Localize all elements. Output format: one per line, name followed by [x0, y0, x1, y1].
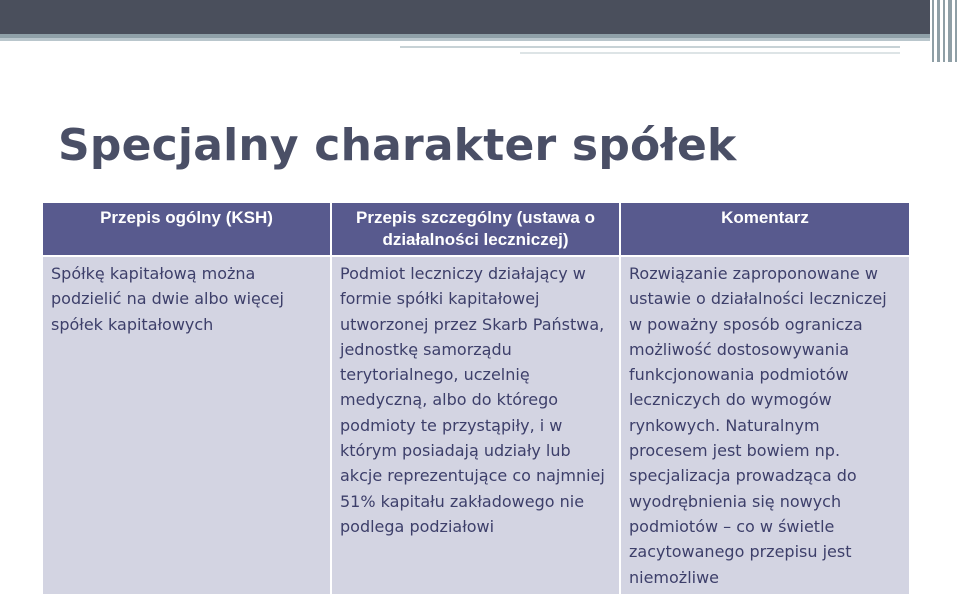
decorative-line: [400, 46, 900, 48]
table-header-row: [43, 203, 909, 255]
header-general-provision: Przepis ogólny (KSH): [43, 203, 330, 255]
header-comment: Komentarz: [621, 203, 909, 255]
band-light: [0, 38, 930, 41]
table-row: [43, 257, 909, 594]
comparison-table: [41, 201, 911, 596]
band-dark: [0, 0, 930, 34]
cell-comment: Rozwiązanie zaproponowane w ustawie o działalności leczniczej w poważny sposób ogranicza możliwość dostosowywania funkcjonowania podmiotów leczniczych do wymogów rynkowych. Naturalnym procesem jest bowiem np. specjalizacja prowadząca do wyodrębnienia się nowych podmiotów – co w świetle zacytowanego przepisu jest niemożliwe: [621, 257, 909, 594]
vertical-stripes: [930, 0, 960, 62]
top-decorative-band: [0, 0, 960, 36]
decorative-line: [520, 52, 900, 54]
cell-general-provision: Spółkę kapitałową można podzielić na dwie albo więcej spółek kapitałowych: [43, 257, 330, 594]
slide-title: Specjalny charakter spółek: [58, 120, 737, 171]
header-specific-provision: Przepis szczególny (ustawa o działalności leczniczej): [332, 203, 619, 255]
cell-specific-provision: Podmiot leczniczy działający w formie spółki kapitałowej utworzonej przez Skarb Państwa, jednostkę samorządu terytorialnego, uczelnię medyczną, albo do którego podmioty te przystąpiły, i w którym posiadają udziały lub akcje reprezentujące co najmniej 51% kapitału zakładowego nie podlega podziałowi: [332, 257, 619, 594]
